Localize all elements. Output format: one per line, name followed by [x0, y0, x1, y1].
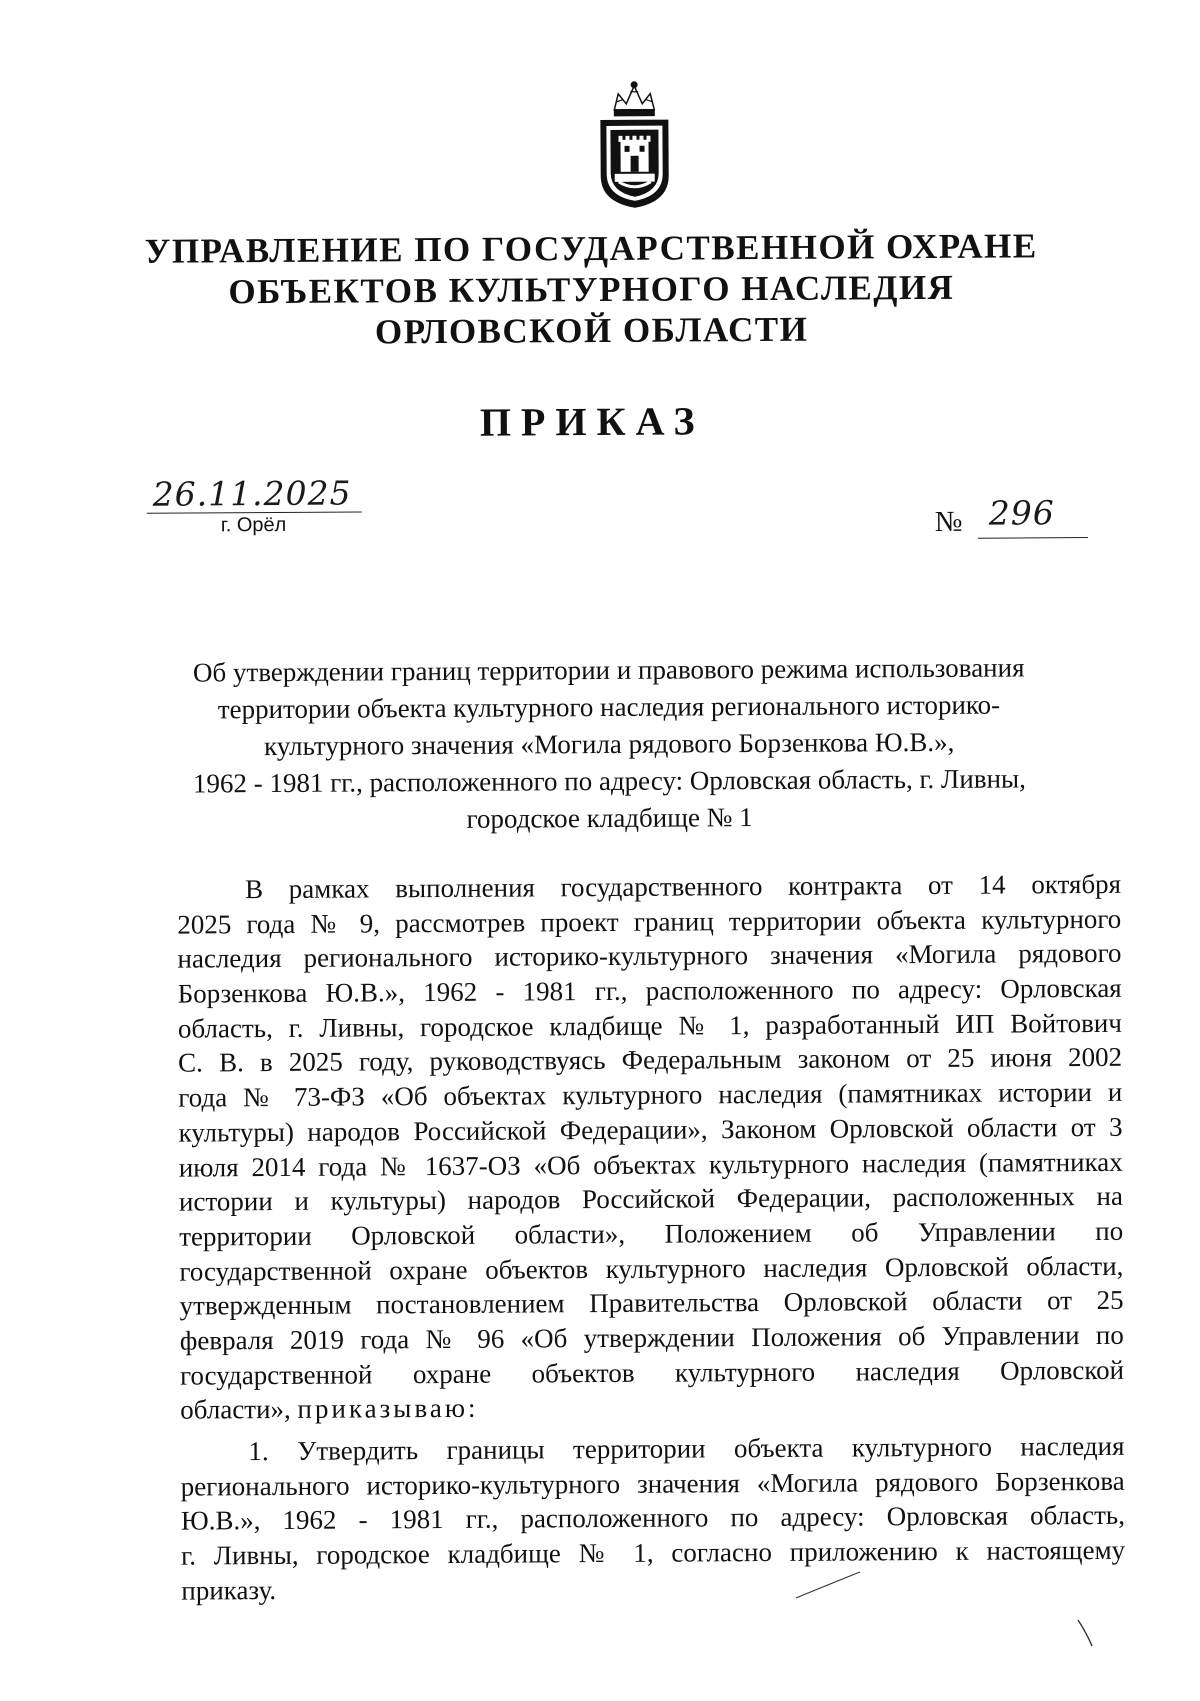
- preamble-line: государственной охране объектов культурного наследия Орловской области,: [179, 1250, 1124, 1287]
- subject-line: территории объекта культурного наследия регионального историко-: [217, 689, 1001, 725]
- subject-line: городское кладбище № 1: [466, 802, 753, 834]
- preamble-final-text: области»,: [180, 1394, 298, 1425]
- number-label: №: [934, 505, 963, 538]
- preamble-line: наследия регионального историко-культурного значения «Могила рядового: [177, 938, 1122, 974]
- preamble-line: года № 73-ФЗ «Об объектах культурного наследия (памятниках истории и: [178, 1076, 1123, 1113]
- subject-line: культурного значения «Могила рядового Борзенкова Ю.В.»,: [263, 726, 955, 762]
- preamble-line: утвержденным постановлением Правительства Орловской области от 25: [179, 1285, 1124, 1321]
- orel-oblast-coat-of-arms-icon: [592, 80, 677, 211]
- preamble-line: Борзенкова Ю.В.», 1962 - 1981 гг., расположенного по адресу: Орловская: [177, 972, 1122, 1009]
- org-name-line-3: ОРЛОВСКОЙ ОБЛАСТИ: [374, 309, 809, 352]
- preamble-line: февраля 2019 года № 96 «Об утверждении Положения об Управлении по: [179, 1319, 1124, 1356]
- order-item-1: [180, 1429, 1125, 1608]
- preamble-line: государственной охране объектов культурного наследия Орловской: [179, 1354, 1125, 1391]
- preamble-paragraph: [177, 867, 1124, 1428]
- item-line: регионального историко-культурного значения «Могила рядового Борзенкова: [180, 1465, 1125, 1502]
- order-word: приказываю:: [297, 1393, 479, 1425]
- document-number: 296: [988, 493, 1055, 533]
- preamble-line: С. В. в 2025 году, руководствуясь Федеральным законом от 25 июня 2002: [178, 1042, 1123, 1079]
- document-city: г. Орёл: [220, 513, 287, 537]
- number-underline: [978, 537, 1088, 539]
- preamble-line: область, г. Ливны, городское кладбище № 1, разработанный ИП Войтович: [177, 1007, 1122, 1044]
- org-name-line-1: УПРАВЛЕНИЕ ПО ГОСУДАРСТВЕННОЙ ОХРАНЕ: [144, 226, 1038, 271]
- subject-line: Об утверждении границ территории и правового режима использования: [192, 652, 1025, 688]
- preamble-line-final: [180, 1387, 1124, 1427]
- item-line: г. Ливны, городское кладбище № 1, согласно приложению к настоящему: [181, 1534, 1126, 1571]
- document-date: 26.11.2025: [152, 473, 352, 514]
- preamble-line: культуры) народов Российской Федерации», Законом Орловской области от 3: [178, 1111, 1123, 1148]
- preamble-line: июля 2014 года № 1637-ОЗ «Об объектах культурного наследия (памятниках: [178, 1146, 1123, 1183]
- document-title: ПРИКАЗ: [479, 398, 705, 445]
- preamble-line: 2025 года № 9, рассмотрев проект границ территории объекта культурного: [177, 903, 1122, 940]
- item-line: приказу.: [181, 1574, 277, 1606]
- item-line: 1. Утвердить границы территории объекта культурного наследия: [248, 1430, 1125, 1467]
- preamble-line: В рамках выполнения государственного контракта от 14 октября: [244, 868, 1122, 905]
- subject-line: 1962 - 1981 гг., расположенного по адресу: Орловская область, г. Ливны,: [192, 763, 1026, 799]
- preamble-line: истории и культуры) народов Российской Федерации, расположенных на: [178, 1181, 1124, 1217]
- item-line: Ю.В.», 1962 - 1981 гг., расположенного по адресу: Орловская область,: [180, 1500, 1125, 1536]
- preamble-line: территории Орловской области», Положением об Управлении по: [179, 1215, 1124, 1252]
- org-name-line-2: ОБЪЕКТОВ КУЛЬТУРНОГО НАСЛЕДИЯ: [228, 267, 955, 312]
